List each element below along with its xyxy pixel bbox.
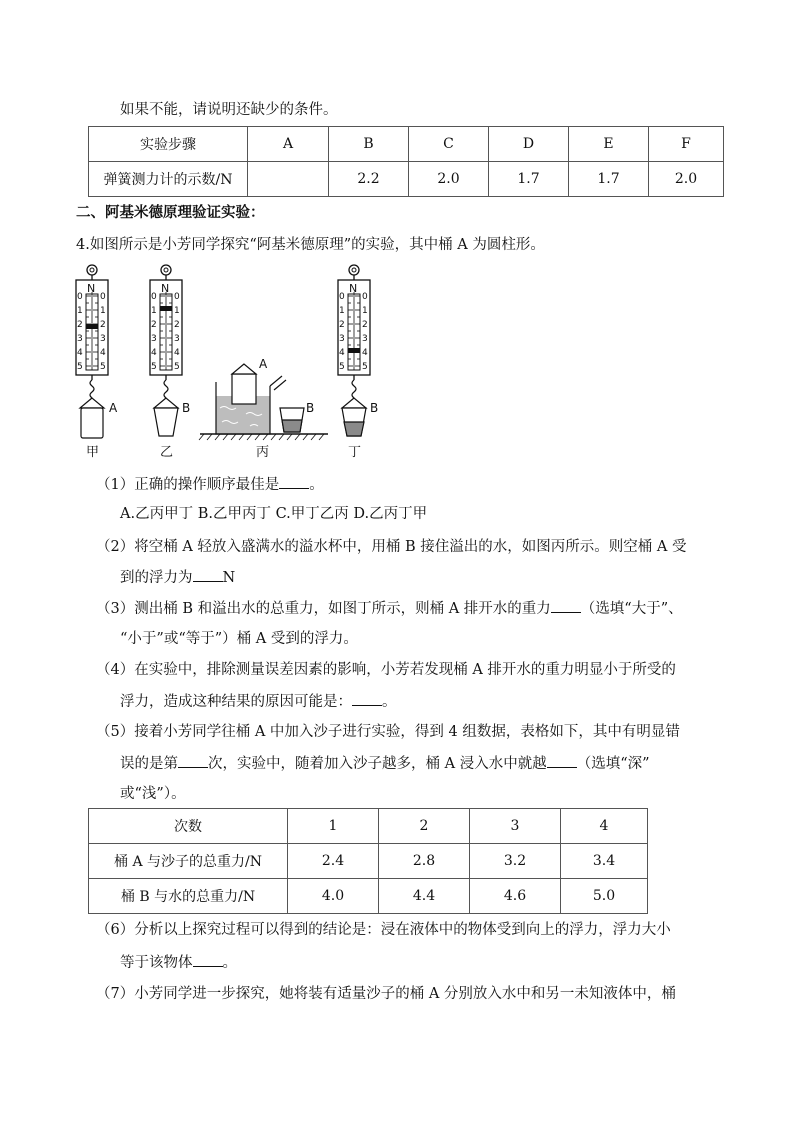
- scale-digit: 3: [77, 334, 83, 344]
- q2-unit: N: [222, 570, 236, 586]
- figure-caption-ding: 丁: [348, 445, 362, 460]
- scale-digit: 1: [339, 306, 345, 316]
- question-4-line2: [120, 691, 397, 712]
- scale-digit: 4: [174, 348, 180, 358]
- table-header-cell: B: [329, 127, 409, 162]
- table-cell: 弹簧测力计的示数/N: [89, 162, 248, 197]
- table-row: [89, 844, 648, 879]
- scale-digit: 4: [339, 348, 345, 358]
- scale-digit: 0: [77, 292, 83, 302]
- question-7-line1: （7）小芳同学进一步探究，她将装有适量沙子的桶 A 分别放入水中和另一未知液体中，桶: [96, 986, 676, 1002]
- answer-blank[interactable]: [178, 753, 208, 768]
- table-cell: 1.7: [569, 162, 649, 197]
- table-cell: 2.0: [649, 162, 724, 197]
- table-cell: 3.2: [470, 844, 561, 879]
- q1-end: 。: [309, 477, 324, 493]
- answer-blank[interactable]: [547, 753, 577, 768]
- scale-digits-right: [100, 292, 368, 372]
- bucket-a-jia: [80, 398, 104, 438]
- table-header-cell: F: [649, 127, 724, 162]
- figure-caption-yi: 乙: [160, 445, 174, 460]
- table-header-cell: E: [569, 127, 649, 162]
- answer-blank[interactable]: [193, 567, 223, 582]
- scale-n-label: N: [349, 282, 358, 295]
- scale-digit: 5: [77, 362, 83, 372]
- question-2-line1: （2）将空桶 A 轻放入盛满水的溢水杯中，用桶 B 接住溢出的水，如图丙所示。则空桶 A 受: [96, 539, 687, 555]
- figure-caption-jia: 甲: [86, 445, 100, 460]
- scale-digit: 3: [151, 334, 157, 344]
- scale-digit: 5: [174, 362, 180, 372]
- question-1: [96, 474, 324, 495]
- intro-line: 如果不能，请说明还缺少的条件。: [120, 102, 338, 118]
- table-row: [89, 879, 648, 914]
- table-cell: [248, 162, 329, 197]
- q4-end: 。: [382, 694, 397, 710]
- scale-n-label: N: [87, 282, 96, 295]
- scale-digit: 1: [362, 306, 368, 316]
- table-row: [89, 809, 648, 844]
- q5-text-end: （选填“深”: [576, 756, 650, 772]
- table-header-cell: 次数: [89, 809, 288, 844]
- scale-digit: 2: [151, 320, 157, 330]
- scale-digit: 3: [100, 334, 106, 344]
- q1-text: （1）正确的操作顺序最佳是: [96, 477, 280, 493]
- question-4-stem: 4.如图所示是小芳同学探究“阿基米德原理”的实验，其中桶 A 为圆柱形。: [76, 237, 545, 253]
- scale-digit: 4: [100, 348, 106, 358]
- scale-digit: 4: [151, 348, 157, 358]
- label-a: A: [259, 357, 268, 371]
- table-cell: 4.4: [379, 879, 470, 914]
- scale-digit: 3: [339, 334, 345, 344]
- question-4-line1: （4）在实验中，排除测量误差因素的影响，小芳若发现桶 A 排开水的重力明显小于所受的: [96, 662, 676, 678]
- table-cell: 5.0: [561, 879, 648, 914]
- q5-text: 误的是第: [120, 756, 178, 772]
- experiment-figure: [60, 262, 400, 462]
- table-cell: 3.4: [561, 844, 648, 879]
- scale-digit: 5: [100, 362, 106, 372]
- q2-text: 到的浮力为: [120, 570, 193, 586]
- table-cell: 1.7: [489, 162, 569, 197]
- table-cell: 2.8: [379, 844, 470, 879]
- scale-digit: 1: [151, 306, 157, 316]
- table-header-cell: 实验步骤: [89, 127, 248, 162]
- scale-digit: 2: [174, 320, 180, 330]
- scale-digit: 5: [339, 362, 345, 372]
- scale-n-label: N: [161, 282, 170, 295]
- answer-blank[interactable]: [551, 598, 581, 613]
- q3-text: （3）测出桶 B 和溢出水的总重力，如图丁所示，则桶 A 排开水的重力: [96, 601, 551, 617]
- q6-end: 。: [222, 955, 237, 971]
- scale-digit: 3: [174, 334, 180, 344]
- scale-digit: 4: [362, 348, 368, 358]
- label-b: B: [306, 401, 315, 415]
- table-cell: 4.0: [288, 879, 379, 914]
- table-header-cell: 3: [470, 809, 561, 844]
- table-row: [89, 127, 724, 162]
- question-2-line2: [120, 567, 235, 588]
- table-header-cell: 1: [288, 809, 379, 844]
- scale-digit: 1: [77, 306, 83, 316]
- question-5-line3: 或“浅”）。: [120, 786, 186, 802]
- scale-digit: 2: [339, 320, 345, 330]
- q5-text-mid: 次，实验中，随着加入沙子越多，桶 A 浸入水中就越: [208, 756, 547, 772]
- table-cell: 2.2: [329, 162, 409, 197]
- scale-digit: 0: [174, 292, 180, 302]
- table-row: [89, 162, 724, 197]
- question-5-line1: （5）接着小芳同学往桶 A 中加入沙子进行实验，得到 4 组数据，表格如下，其中有明显错: [96, 724, 680, 740]
- scale-digit: 0: [151, 292, 157, 302]
- label-b: B: [370, 401, 379, 415]
- answer-blank[interactable]: [193, 952, 223, 967]
- scale-digit: 0: [362, 292, 368, 302]
- question-6-line2: [120, 952, 237, 973]
- table-header-cell: D: [489, 127, 569, 162]
- table-header-cell: 4: [561, 809, 648, 844]
- scale-digit: 3: [362, 334, 368, 344]
- scale-digit: 5: [362, 362, 368, 372]
- table-header-cell: A: [248, 127, 329, 162]
- table-cell: 桶 A 与沙子的总重力/N: [89, 844, 288, 879]
- scale-digit: 0: [339, 292, 345, 302]
- scale-digit: 2: [362, 320, 368, 330]
- figure-caption-bing: 丙: [256, 445, 270, 460]
- q3-text-end: （选填“大于”、: [580, 601, 683, 617]
- scale-digit: 4: [77, 348, 83, 358]
- scale-digit: 1: [174, 306, 180, 316]
- table-cell: 桶 B 与水的总重力/N: [89, 879, 288, 914]
- scale-digits-left: [77, 292, 345, 372]
- q6-text: 等于该物体: [120, 955, 193, 971]
- table-cell: 2.0: [409, 162, 489, 197]
- scale-digit: 2: [77, 320, 83, 330]
- scale-digit: 0: [100, 292, 106, 302]
- bucket-b-yi: [154, 398, 178, 436]
- answer-blank[interactable]: [279, 474, 309, 489]
- table-cell: 2.4: [288, 844, 379, 879]
- experiment-table-2: [88, 808, 648, 914]
- question-5-line2: [120, 753, 650, 774]
- question-3-line2: “小于”或“等于”）桶 A 受到的浮力。: [120, 631, 358, 647]
- q4-text: 浮力，造成这种结果的原因可能是：: [120, 694, 352, 710]
- question-1-options: A.乙丙甲丁 B.乙甲丙丁 C.甲丁乙丙 D.乙丙丁甲: [120, 506, 428, 522]
- question-6-line1: （6）分析以上探究过程可以得到的结论是：浸在液体中的物体受到向上的浮力，浮力大小: [96, 922, 671, 938]
- table-header-cell: C: [409, 127, 489, 162]
- scale-digit: 5: [151, 362, 157, 372]
- label-b: B: [182, 401, 191, 415]
- table-header-cell: 2: [379, 809, 470, 844]
- scale-digit: 1: [100, 306, 106, 316]
- bucket-b-ding: [342, 398, 366, 436]
- section-title: 二、阿基米德原理验证实验：: [76, 204, 265, 221]
- question-3-line1: [96, 598, 683, 619]
- experiment-table-1: [88, 126, 724, 197]
- label-a: A: [109, 401, 118, 415]
- answer-blank[interactable]: [352, 691, 382, 706]
- scale-digit: 2: [100, 320, 106, 330]
- table-cell: 4.6: [470, 879, 561, 914]
